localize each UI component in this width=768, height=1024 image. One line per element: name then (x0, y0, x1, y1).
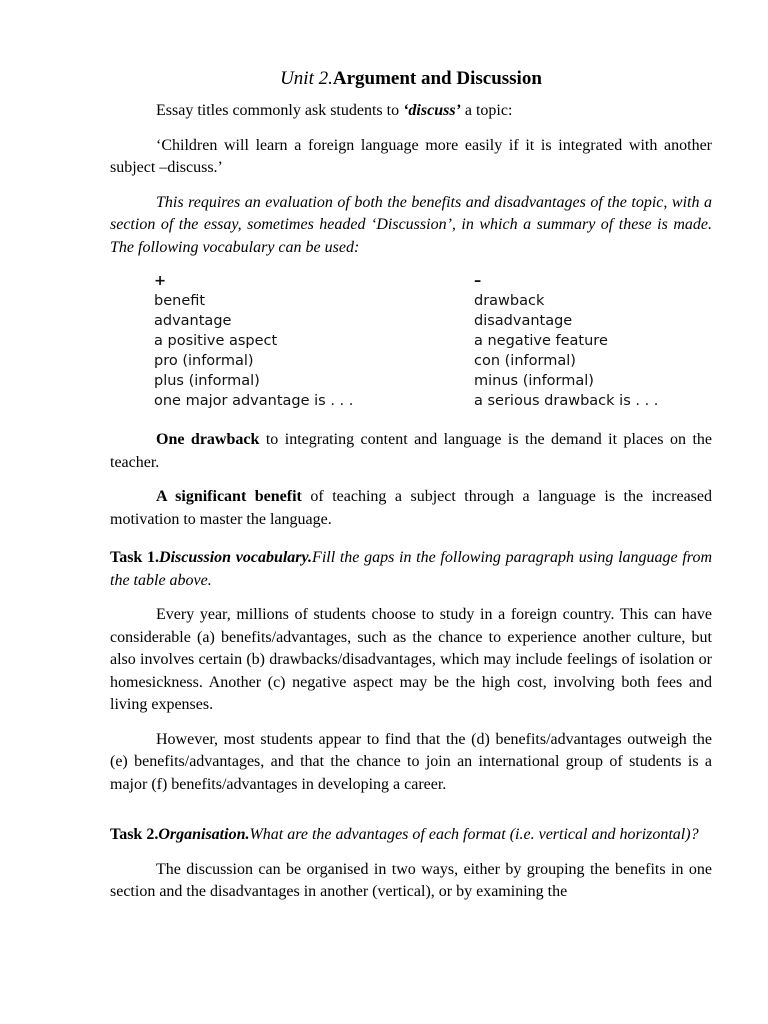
task2-heading (110, 824, 712, 847)
plus-sign: + (154, 273, 167, 289)
positive-term: advantage (154, 313, 232, 329)
negative-term: drawback (474, 293, 545, 309)
negative-term: a negative feature (474, 333, 608, 349)
unit-label: Unit 2. (280, 68, 333, 89)
task1-name: Discussion vocabulary. (159, 549, 313, 566)
task2-name: Organisation. (158, 826, 250, 843)
example-benefit-bold: A significant benefit (156, 488, 302, 505)
task1-paragraph-1: Every year, millions of students choose to study in a foreign country. This can have considerable (a) benefits/advantages, such as the chance to experience another culture, but also involves certain (b) drawbacks/disadvantages, which may include feelings of isolation or homesickness. Another (c) negative aspect may be the high cost, involving both fees and living expenses. (110, 606, 712, 713)
intro-text: Essay titles commonly ask students to (156, 102, 404, 119)
negative-term: a serious drawback is . . . (474, 393, 659, 409)
positive-term: pro (informal) (154, 353, 254, 369)
vocabulary-table (110, 271, 712, 411)
positive-term: benefit (154, 293, 206, 309)
minus-sign: – (474, 273, 482, 289)
positive-term: a positive aspect (154, 333, 278, 349)
negative-term: disadvantage (474, 313, 573, 329)
example-drawback-bold: One drawback (156, 431, 260, 448)
example-benefit-text: of teaching a subject through a language is the increased motivation to master the language. (110, 488, 712, 528)
example-benefit-paragraph (110, 486, 712, 531)
page-title (110, 66, 712, 92)
negative-term: con (informal) (474, 353, 576, 369)
negative-term: minus (informal) (474, 373, 594, 389)
intro-paragraph (110, 100, 712, 123)
task1-heading (110, 547, 712, 592)
task1-paragraph-2: However, most students appear to find that the (d) benefits/advantages outweigh the (e) benefits/advantages, and that the chance to join an international group of students is a major (f) benefits/advantages in developing a career. (110, 730, 712, 793)
unit-heading: Argument and Discussion (332, 68, 542, 89)
intro-term: ‘discuss’ (403, 102, 461, 119)
intro-text-end: a topic: (460, 102, 513, 119)
positive-column (154, 271, 353, 411)
example-drawback-text: to integrating content and language is the demand it places on the teacher. (110, 431, 712, 471)
task2-instruction: What are the advantages of each format (i.e. vertical and horizontal)? (249, 826, 699, 843)
document-page (110, 66, 712, 916)
task2-label: Task 2. (110, 826, 159, 843)
explanation-paragraph: This requires an evaluation of both the benefits and disadvantages of the topic, with a section of the essay, sometimes headed ‘Discussion’, in which a summary of these is made. The following vocabulary can be used: (110, 193, 712, 256)
task1-instruction: Fill the gaps in the following paragraph using language from the table above. (110, 549, 712, 589)
positive-term: plus (informal) (154, 373, 260, 389)
task2-paragraph: The discussion can be organised in two ways, either by grouping the benefits in one section and the disadvantages in another (vertical), or by examining the (110, 860, 712, 900)
example-drawback-paragraph (110, 429, 712, 474)
task1-label: Task 1. (110, 549, 160, 566)
negative-column (474, 271, 658, 411)
positive-term: one major advantage is . . . (154, 393, 354, 409)
example-title-paragraph: ‘Children will learn a foreign language more easily if it is integrated with another subject –discuss.’ (110, 136, 712, 176)
